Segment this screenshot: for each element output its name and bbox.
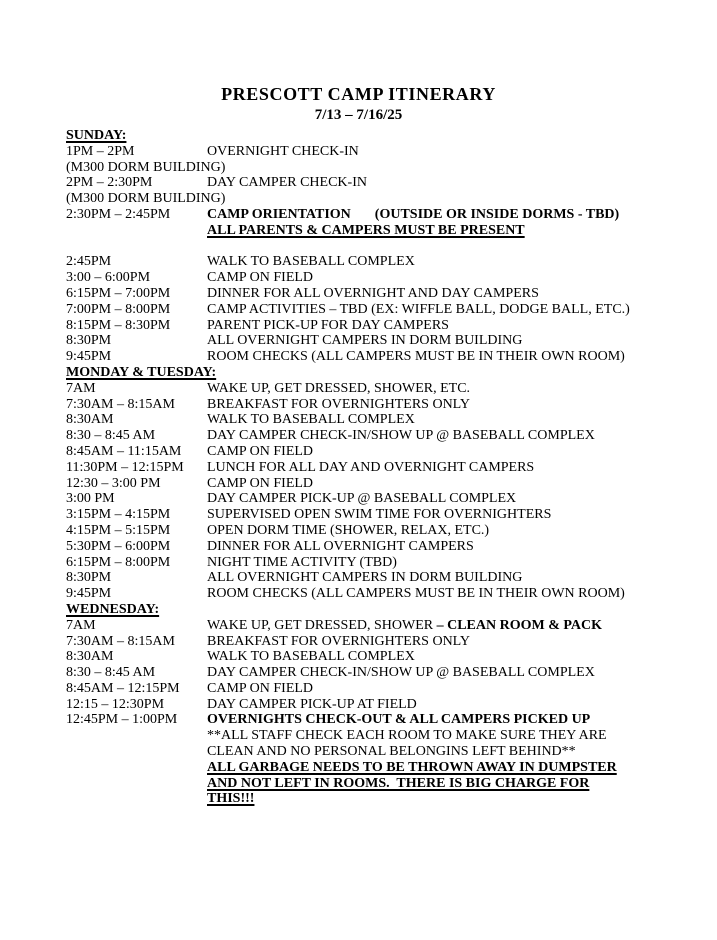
activity-text: DAY CAMPER PICK-UP AT FIELD: [207, 696, 417, 712]
activity-cell: [207, 618, 697, 634]
activity-text: WAKE UP, GET DRESSED, SHOWER, ETC.: [207, 380, 471, 396]
itinerary-row: [66, 460, 697, 476]
itinerary-row: [66, 539, 697, 555]
section-heading: [66, 602, 697, 618]
time-cell: 2PM – 2:30PM: [66, 175, 153, 191]
activity-text: OVERNIGHT CHECK-IN: [207, 143, 359, 159]
time-cell: 1PM – 2PM: [66, 143, 135, 159]
activity-cell: [207, 491, 697, 507]
time-cell: 11:30PM – 12:15PM: [66, 459, 184, 475]
activity-cell: [207, 254, 697, 270]
activity-cell: [207, 634, 697, 650]
itinerary-row: [66, 744, 697, 760]
activity-cell: [207, 555, 697, 571]
time-cell: 2:45PM: [66, 254, 112, 270]
activity-text: CAMP ON FIELD: [207, 443, 314, 459]
activity-text: WALK TO BASEBALL COMPLEX: [207, 412, 415, 428]
itinerary-row: [66, 649, 697, 665]
activity-cell: [207, 586, 697, 602]
time-cell: 3:00 PM: [66, 491, 115, 507]
activity-text: WALK TO BASEBALL COMPLEX: [207, 254, 415, 270]
activity-text: THIS!!!: [207, 791, 255, 807]
time-cell: 9:45PM: [66, 586, 112, 602]
itinerary-row: [66, 586, 697, 602]
section-heading: [66, 365, 697, 381]
time-cell: 7:00PM – 8:00PM: [66, 301, 171, 317]
time-cell: 5:30PM – 6:00PM: [66, 538, 171, 554]
activity-text: ALL PARENTS & CAMPERS MUST BE PRESENT: [207, 222, 525, 238]
activity-cell: [207, 681, 697, 697]
activity-text: DINNER FOR ALL OVERNIGHT CAMPERS: [207, 538, 474, 554]
itinerary-body: [0, 128, 717, 807]
activity-text: DAY CAMPER PICK-UP @ BASEBALL COMPLEX: [207, 491, 517, 507]
itinerary-row: [66, 665, 697, 681]
time-cell: 3:00 – 6:00PM: [66, 270, 151, 286]
activity-cell: [207, 349, 697, 365]
itinerary-row: [66, 712, 697, 728]
activity-text: ALL OVERNIGHT CAMPERS IN DORM BUILDING: [207, 570, 523, 586]
itinerary-row: [66, 333, 697, 349]
time-cell: 12:15 – 12:30PM: [66, 696, 165, 712]
itinerary-row: [66, 697, 697, 713]
itinerary-row: [66, 318, 697, 334]
activity-text: ROOM CHECKS (ALL CAMPERS MUST BE IN THEIR OWN ROOM): [207, 586, 625, 602]
itinerary-row: [66, 160, 697, 176]
time-cell: 2:30PM – 2:45PM: [66, 206, 171, 222]
activity-cell: [207, 428, 697, 444]
activity-cell: [207, 507, 697, 523]
activity-text: NIGHT TIME ACTIVITY (TBD): [207, 554, 397, 570]
document-date-range: 7/13 – 7/16/25: [314, 107, 403, 123]
itinerary-row: [66, 223, 697, 239]
activity-text: CAMP ON FIELD: [207, 680, 314, 696]
itinerary-row: [66, 349, 697, 365]
itinerary-row: [66, 570, 697, 586]
activity-cell: [207, 175, 697, 191]
itinerary-row: [66, 791, 697, 807]
activity-cell: [207, 397, 697, 413]
time-cell: 8:30AM: [66, 412, 114, 428]
activity-text: DINNER FOR ALL OVERNIGHT AND DAY CAMPERS: [207, 285, 539, 301]
itinerary-row: [66, 523, 697, 539]
activity-cell: [207, 791, 697, 807]
activity-cell: [207, 270, 697, 286]
activity-text: WAKE UP, GET DRESSED, SHOWER: [207, 617, 437, 633]
time-cell: 7AM: [66, 380, 96, 396]
activity-cell: [207, 207, 697, 223]
activity-cell: [207, 444, 697, 460]
activity-text: WALK TO BASEBALL COMPLEX: [207, 649, 415, 665]
activity-cell: [207, 649, 697, 665]
activity-text: CAMP ORIENTATION: [207, 206, 351, 222]
activity-text: ROOM CHECKS (ALL CAMPERS MUST BE IN THEIR OWN ROOM): [207, 349, 625, 365]
itinerary-row: [66, 254, 697, 270]
activity-cell: [207, 412, 697, 428]
itinerary-row: [66, 491, 697, 507]
activity-cell: [207, 665, 697, 681]
activity-cell: [207, 144, 697, 160]
itinerary-row: [66, 397, 697, 413]
time-cell: 7AM: [66, 617, 96, 633]
activity-cell: [207, 523, 697, 539]
activity-text: LUNCH FOR ALL DAY AND OVERNIGHT CAMPERS: [207, 459, 535, 475]
section-heading-label: MONDAY & TUESDAY:: [66, 364, 217, 380]
activity-cell: [207, 223, 697, 239]
activity-text: AND NOT LEFT IN ROOMS. THERE IS BIG CHARGE FOR: [207, 775, 590, 791]
activity-text: CAMP ON FIELD: [207, 475, 314, 491]
activity-text: – CLEAN ROOM & PACK: [436, 617, 602, 633]
activity-text: DAY CAMPER CHECK-IN: [207, 175, 367, 191]
activity-text: BREAKFAST FOR OVERNIGHTERS ONLY: [207, 633, 470, 649]
time-cell: 8:30 – 8:45 AM: [66, 665, 156, 681]
activity-cell: [207, 776, 697, 792]
itinerary-row: [66, 634, 697, 650]
itinerary-row: [66, 412, 697, 428]
itinerary-row: [66, 270, 697, 286]
section-heading-label: WEDNESDAY:: [66, 601, 160, 617]
itinerary-row: [66, 476, 697, 492]
activity-text: CAMP ON FIELD: [207, 270, 314, 286]
itinerary-row: [66, 760, 697, 776]
itinerary-row: [66, 444, 697, 460]
activity-cell: [207, 697, 697, 713]
activity-text: OPEN DORM TIME (SHOWER, RELAX, ETC.): [207, 522, 490, 538]
time-cell: 3:15PM – 4:15PM: [66, 507, 171, 523]
itinerary-row: [66, 381, 697, 397]
activity-text: SUPERVISED OPEN SWIM TIME FOR OVERNIGHTERS: [207, 507, 552, 523]
activity-text: ALL OVERNIGHT CAMPERS IN DORM BUILDING: [207, 333, 523, 349]
location-note: (M300 DORM BUILDING): [66, 159, 226, 175]
itinerary-row: [66, 618, 697, 634]
itinerary-row: [66, 681, 697, 697]
time-cell: 4:15PM – 5:15PM: [66, 522, 171, 538]
itinerary-row: [66, 428, 697, 444]
time-cell: 8:45AM – 12:15PM: [66, 680, 180, 696]
itinerary-row: [66, 302, 697, 318]
activity-text: BREAKFAST FOR OVERNIGHTERS ONLY: [207, 396, 470, 412]
section-heading: [66, 128, 697, 144]
time-cell: 8:30 – 8:45 AM: [66, 428, 156, 444]
activity-text: PARENT PICK-UP FOR DAY CAMPERS: [207, 317, 449, 333]
itinerary-row: [66, 207, 697, 223]
activity-cell: [207, 760, 697, 776]
time-cell: 8:30PM: [66, 333, 112, 349]
time-cell: 8:45AM – 11:15AM: [66, 443, 182, 459]
activity-text: ALL GARBAGE NEEDS TO BE THROWN AWAY IN DUMPSTER: [207, 759, 617, 775]
activity-text: DAY CAMPER CHECK-IN/SHOW UP @ BASEBALL COMPLEX: [207, 428, 595, 444]
itinerary-row: [66, 555, 697, 571]
time-cell: 6:15PM – 8:00PM: [66, 554, 171, 570]
section-heading-label: SUNDAY:: [66, 128, 127, 143]
activity-cell: [207, 728, 697, 744]
spacer-row: [66, 239, 697, 255]
activity-text: (OUTSIDE OR INSIDE DORMS - TBD): [374, 206, 620, 222]
activity-cell: [207, 381, 697, 397]
activity-cell: [207, 333, 697, 349]
itinerary-row: [66, 175, 697, 191]
activity-text: **ALL STAFF CHECK EACH ROOM TO MAKE SURE THEY ARE: [207, 728, 607, 744]
activity-text: DAY CAMPER CHECK-IN/SHOW UP @ BASEBALL COMPLEX: [207, 665, 595, 681]
activity-cell: [207, 570, 697, 586]
time-cell: 7:30AM – 8:15AM: [66, 396, 175, 412]
itinerary-row: [66, 728, 697, 744]
activity-cell: [207, 318, 697, 334]
itinerary-row: [66, 286, 697, 302]
activity-cell: [207, 460, 697, 476]
time-cell: 12:45PM – 1:00PM: [66, 712, 178, 728]
time-cell: 8:15PM – 8:30PM: [66, 317, 171, 333]
activity-cell: [207, 302, 697, 318]
itinerary-row: [66, 144, 697, 160]
location-note: (M300 DORM BUILDING): [66, 191, 226, 207]
time-cell: 8:30PM: [66, 570, 112, 586]
itinerary-row: [66, 507, 697, 523]
activity-cell: [207, 539, 697, 555]
time-cell: 8:30AM: [66, 649, 114, 665]
itinerary-row: [66, 776, 697, 792]
document-title: PRESCOTT CAMP ITINERARY: [221, 84, 496, 104]
time-cell: 12:30 – 3:00 PM: [66, 475, 161, 491]
time-cell: 7:30AM – 8:15AM: [66, 633, 175, 649]
time-cell: 6:15PM – 7:00PM: [66, 285, 171, 301]
itinerary-row: [66, 191, 697, 207]
activity-cell: [207, 712, 697, 728]
time-cell: 9:45PM: [66, 349, 112, 365]
activity-text: CAMP ACTIVITIES – TBD (EX: WIFFLE BALL, DODGE BALL, ETC.): [207, 301, 630, 317]
activity-cell: [207, 744, 697, 760]
activity-text: CLEAN AND NO PERSONAL BELONGINS LEFT BEHIND**: [207, 744, 576, 760]
activity-text: OVERNIGHTS CHECK-OUT & ALL CAMPERS PICKED UP: [207, 712, 591, 728]
activity-cell: [207, 476, 697, 492]
activity-cell: [207, 286, 697, 302]
